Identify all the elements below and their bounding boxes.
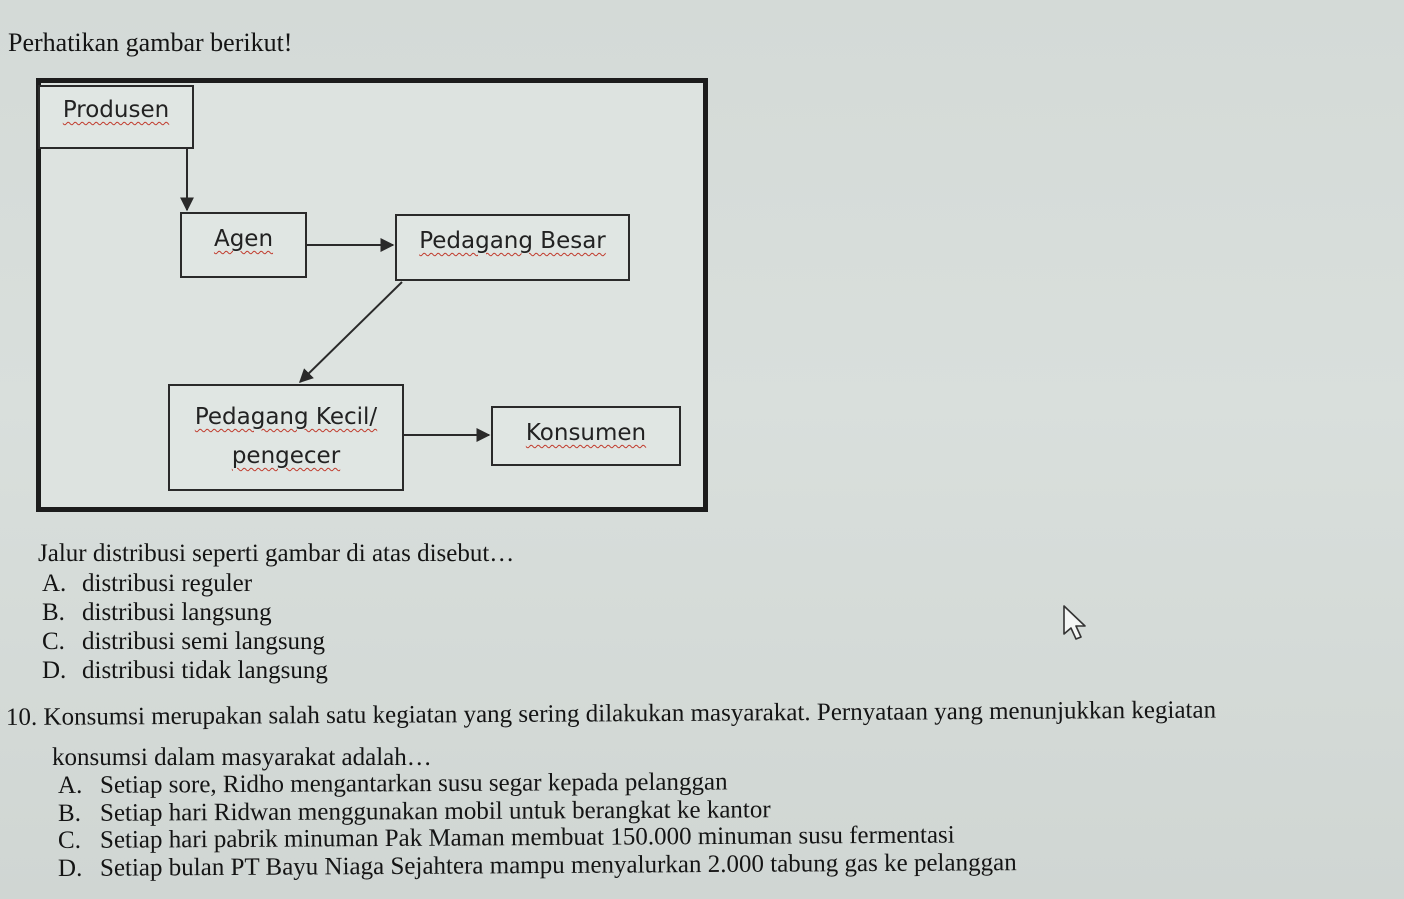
node-konsumen-label: Konsumen [525, 420, 647, 446]
option-letter: D. [42, 657, 67, 684]
node-produsen-label: Produsen [62, 97, 170, 123]
option-text: Setiap hari Ridwan menggunakan mobil untuk berangkat ke kantor [99, 796, 771, 827]
question-9-text: Jalur distribusi seperti gambar di atas disebut… [38, 540, 515, 567]
question-9-option-a[interactable] [42, 570, 252, 598]
option-text: distribusi langsung [82, 599, 272, 626]
question-10-option-a[interactable] [58, 768, 728, 800]
arrow-pedagang-besar-pedagang-kecil [300, 282, 402, 382]
option-text: Setiap hari pabrik minuman Pak Maman membuat 150.000 minuman susu fermentasi [99, 821, 955, 854]
option-letter: A. [57, 771, 83, 799]
mouse-pointer-icon [1062, 604, 1092, 642]
option-text: Setiap bulan PT Bayu Niaga Sejahtera mampu menyalurkan 2.000 tabung gas ke pelanggan [99, 849, 1017, 882]
node-agen-label: Agen [213, 226, 274, 252]
question-9-option-b[interactable] [42, 599, 272, 627]
question-9-option-c[interactable] [42, 628, 325, 656]
option-text: distribusi semi langsung [82, 628, 326, 655]
question-10-option-d[interactable] [58, 849, 1017, 883]
question-10-text-line1: Konsumsi merupakan salah satu kegiatan yang sering dilakukan masyarakat. Pernyataan yang menunjukkan kegiatan [43, 696, 1217, 731]
option-letter: B. [57, 799, 82, 827]
option-text: distribusi tidak langsung [82, 657, 328, 684]
option-letter: A. [42, 570, 67, 597]
node-pedagang-kecil-label-line1: Pedagang Kecil/ [194, 404, 378, 430]
option-text: distribusi reguler [82, 570, 253, 597]
question-10-number: 10. [5, 703, 38, 731]
option-letter: B. [42, 599, 65, 626]
option-text: Setiap sore, Ridho mengantarkan susu segar kepada pelanggan [99, 768, 728, 799]
option-letter: D. [57, 854, 83, 882]
question-9-option-d[interactable] [42, 657, 328, 685]
instruction-text: Perhatikan gambar berikut! [8, 28, 293, 57]
node-pedagang-kecil-label-line2: pengecer [231, 443, 341, 469]
option-letter: C. [57, 826, 82, 854]
node-pedagang-besar-label: Pedagang Besar [419, 228, 606, 254]
option-letter: C. [42, 628, 65, 655]
question-10-text-line2: konsumsi dalam masyarakat adalah… [52, 744, 432, 771]
